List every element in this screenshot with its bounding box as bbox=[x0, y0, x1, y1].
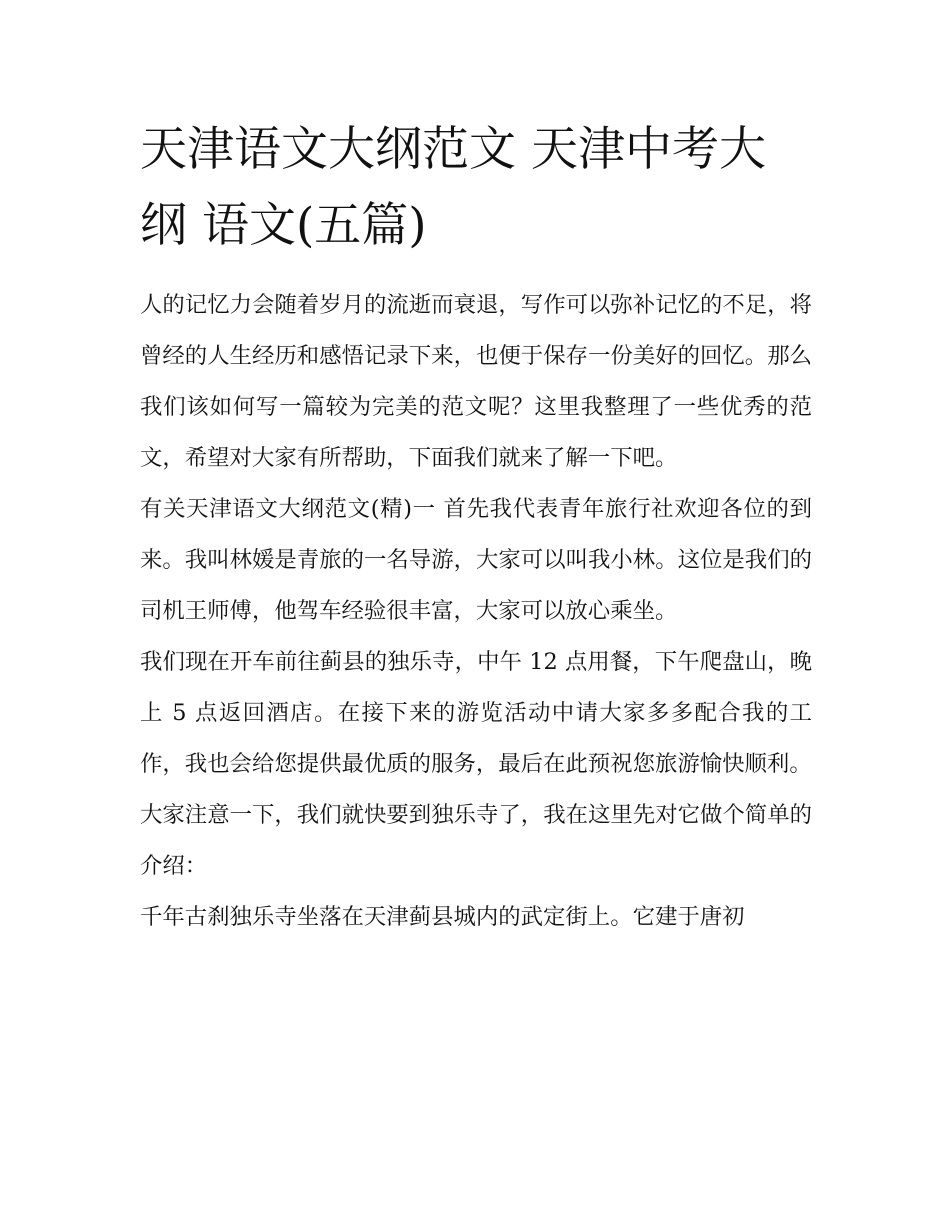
paragraph-temple: 千年古刹独乐寺坐落在天津蓟县城内的武定街上。它建于唐初 bbox=[140, 904, 745, 930]
paragraph-welcome: 有关天津语文大纲范文(精)一 首先我代表青年旅行社欢迎各位的到来。我叫林媛是青旅的一名导游，大家可以叫我小林。这位是我们的司机王师傅，他驾车经验很丰富，大家可以放心乘坐。 bbox=[140, 496, 812, 624]
document-page bbox=[140, 112, 812, 943]
document-title: 天津语文大纲范文 天津中考大纲 语文(五篇) bbox=[140, 122, 766, 253]
paragraph-notice: 大家注意一下，我们就快要到独乐寺了，我在这里先对它做个简单的介绍： bbox=[140, 802, 812, 879]
paragraph-itinerary: 我们现在开车前往蓟县的独乐寺，中午 12 点用餐，下午爬盘山，晚上 5 点返回酒店。在接下来的游览活动中请大家多多配合我的工作，我也会给您提供最优质的服务，最后在此预祝您旅游愉快顺利。 bbox=[140, 649, 812, 777]
paragraph-intro: 人的记忆力会随着岁月的流逝而衰退，写作可以弥补记忆的不足，将曾经的人生经历和感悟记录下来，也便于保存一份美好的回忆。那么我们该如何写一篇较为完美的范文呢？这里我整理了一些优秀的范文，希望对大家有所帮助，下面我们就来了解一下吧。 bbox=[140, 292, 812, 471]
